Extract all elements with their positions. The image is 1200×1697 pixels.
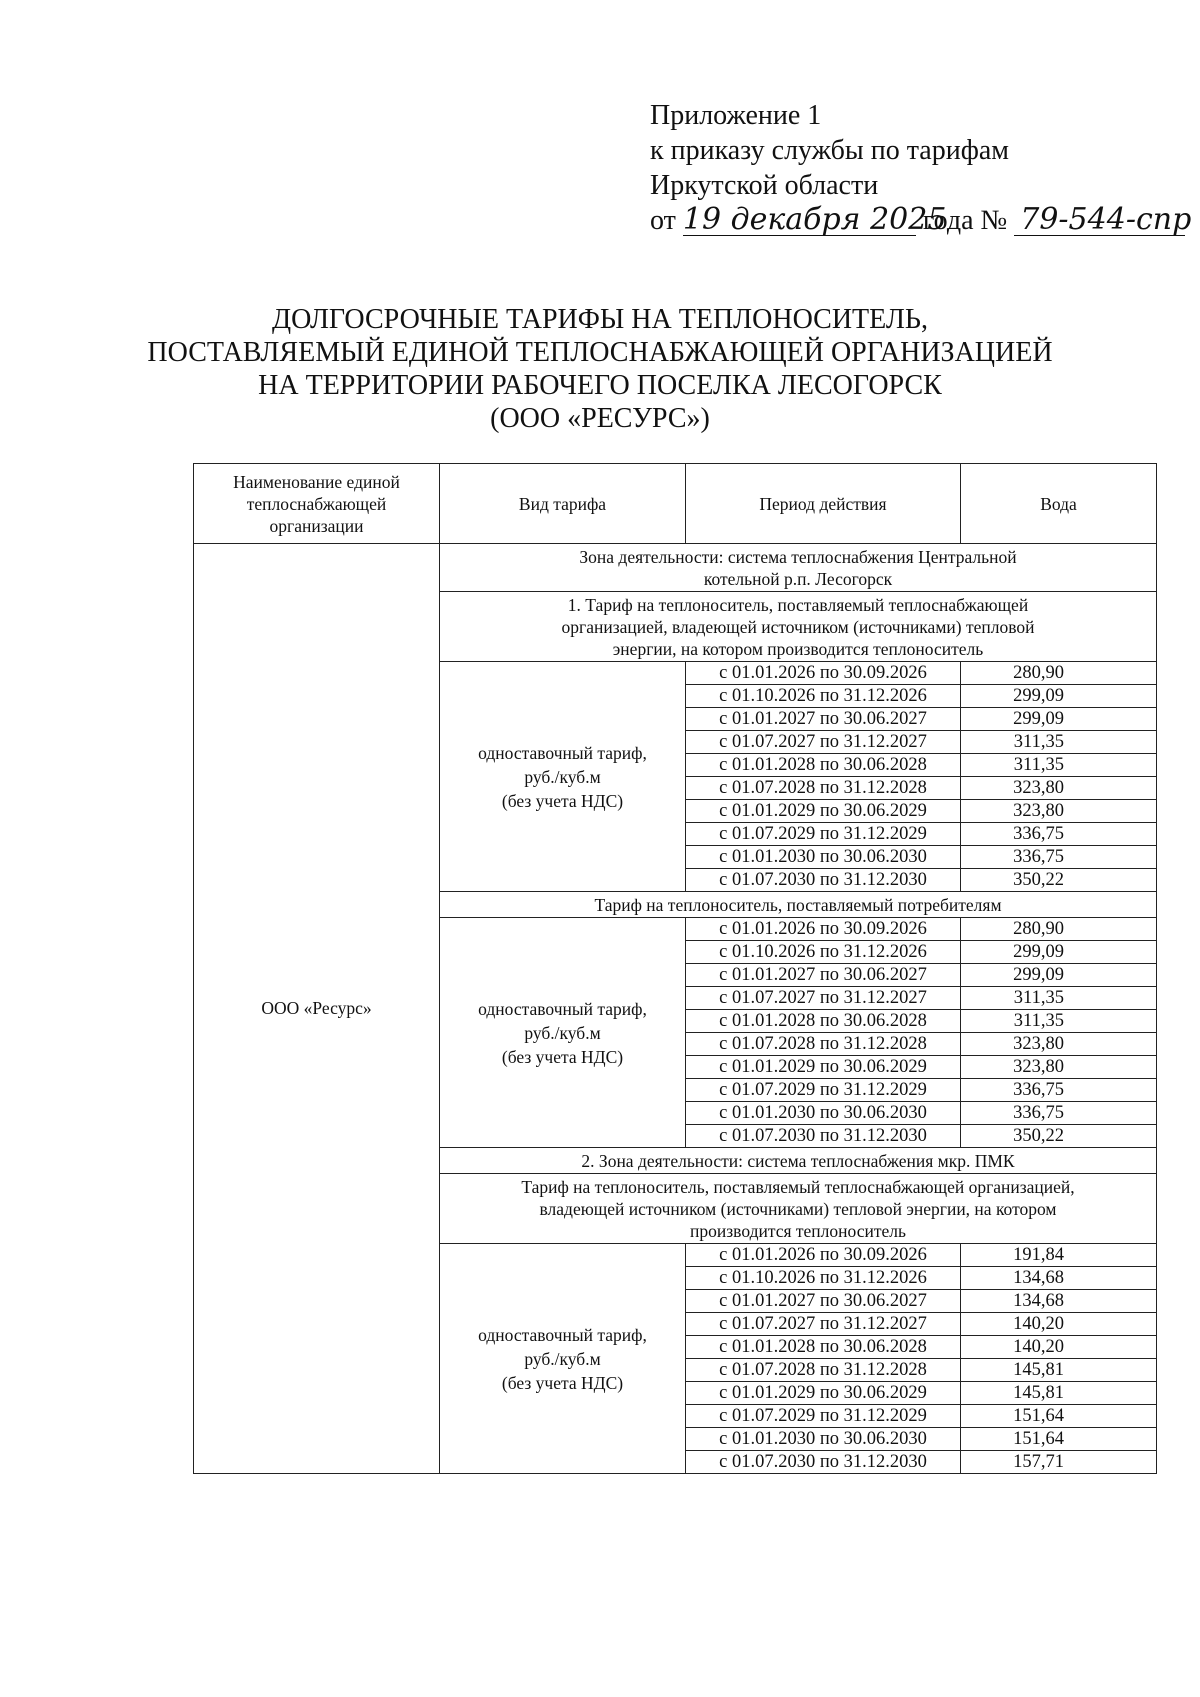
period-cell: с 01.07.2028 по 31.12.2028 [686, 1033, 961, 1056]
water-value-cell: 336,75 [961, 846, 1157, 869]
title-line-1: ДОЛГОСРОЧНЫЕ ТАРИФЫ НА ТЕПЛОНОСИТЕЛЬ, [272, 304, 928, 335]
water-value-cell: 280,90 [961, 918, 1157, 941]
period-cell: с 01.01.2029 по 30.06.2029 [686, 1382, 961, 1405]
water-value-cell: 134,68 [961, 1267, 1157, 1290]
tariff-kind-line: руб./куб.м [524, 1348, 601, 1369]
period-cell: с 01.07.2030 по 31.12.2030 [686, 869, 961, 892]
water-value-cell: 323,80 [961, 800, 1157, 823]
water-value-cell: 311,35 [961, 731, 1157, 754]
period-cell: с 01.01.2030 по 30.06.2030 [686, 1428, 961, 1451]
water-value-cell: 145,81 [961, 1359, 1157, 1382]
water-value-cell: 145,81 [961, 1382, 1157, 1405]
appendix-date-line [650, 202, 1192, 238]
zone-heading-line: 2. Зона деятельности: система теплоснабжения мкр. ПМК [581, 1150, 1015, 1171]
water-value-cell: 280,90 [961, 662, 1157, 685]
appendix-block [650, 98, 1192, 238]
handwritten-order-number: 79-544-спр [1014, 205, 1185, 236]
tariff-kind-line: одноставочный тариф, [478, 998, 647, 1019]
water-value-cell: 140,20 [961, 1313, 1157, 1336]
period-cell: с 01.10.2026 по 31.12.2026 [686, 685, 961, 708]
tariff-kind-line: руб./куб.м [524, 766, 601, 787]
tariff-kind-line: (без учета НДС) [501, 1372, 624, 1393]
period-cell: с 01.07.2028 по 31.12.2028 [686, 777, 961, 800]
period-cell: с 01.07.2030 по 31.12.2030 [686, 1451, 961, 1474]
header-org-line: организации [269, 515, 364, 536]
period-cell: с 01.01.2028 по 30.06.2028 [686, 1010, 961, 1033]
period-cell: с 01.07.2029 по 31.12.2029 [686, 1079, 961, 1102]
tariff-heading [440, 592, 1157, 662]
zone-heading-line: Зона деятельности: система теплоснабжения Центральной [579, 546, 1017, 567]
water-value-cell: 151,64 [961, 1405, 1157, 1428]
water-value-cell: 336,75 [961, 1102, 1157, 1125]
water-value-cell: 311,35 [961, 1010, 1157, 1033]
org-name-cell: ООО «Ресурс» [194, 544, 440, 1474]
year-label: года № [922, 205, 1008, 236]
period-cell: с 01.07.2030 по 31.12.2030 [686, 1125, 961, 1148]
period-cell: с 01.10.2026 по 31.12.2026 [686, 1267, 961, 1290]
water-value-cell: 336,75 [961, 823, 1157, 846]
period-cell: с 01.01.2029 по 30.06.2029 [686, 800, 961, 823]
document-title [0, 303, 1200, 435]
tariff-heading-line: энергии, на котором производится теплоноситель [612, 638, 984, 659]
period-cell: с 01.07.2027 по 31.12.2027 [686, 1313, 961, 1336]
tariff-kind-cell [440, 1244, 686, 1474]
header-org [194, 464, 440, 544]
water-value-cell: 191,84 [961, 1244, 1157, 1267]
period-cell: с 01.01.2027 по 30.06.2027 [686, 1290, 961, 1313]
water-value-cell: 323,80 [961, 1033, 1157, 1056]
tariff-table [193, 463, 1157, 1474]
tariff-heading [440, 892, 1157, 918]
water-value-cell: 157,71 [961, 1451, 1157, 1474]
water-value-cell: 323,80 [961, 1056, 1157, 1079]
tariff-kind-line: (без учета НДС) [501, 1046, 624, 1067]
water-value-cell: 134,68 [961, 1290, 1157, 1313]
appendix-line-3: Иркутской области [650, 170, 879, 201]
tariff-kind-line: (без учета НДС) [501, 790, 624, 811]
tariff-kind-line: одноставочный тариф, [478, 742, 647, 763]
tariff-kind-line: одноставочный тариф, [478, 1324, 647, 1345]
water-value-cell: 350,22 [961, 869, 1157, 892]
tariff-kind-line: руб./куб.м [524, 1022, 601, 1043]
tariff-heading-line: организацией, владеющей источником (источниками) тепловой [561, 616, 1035, 637]
title-line-4: (ООО «РЕСУРС») [490, 403, 710, 434]
title-line-3: НА ТЕРРИТОРИИ РАБОЧЕГО ПОСЕЛКА ЛЕСОГОРСК [258, 370, 942, 401]
period-cell: с 01.01.2027 по 30.06.2027 [686, 964, 961, 987]
tariff-heading [440, 1174, 1157, 1244]
period-cell: с 01.01.2030 по 30.06.2030 [686, 846, 961, 869]
water-value-cell: 350,22 [961, 1125, 1157, 1148]
water-value-cell: 299,09 [961, 941, 1157, 964]
period-cell: с 01.07.2029 по 31.12.2029 [686, 823, 961, 846]
header-water: Вода [961, 464, 1157, 544]
period-cell: с 01.01.2026 по 30.09.2026 [686, 1244, 961, 1267]
tariff-heading-line: Тариф на теплоноситель, поставляемый потребителям [594, 894, 1002, 915]
appendix-line-1: Приложение 1 [650, 100, 822, 131]
period-cell: с 01.01.2028 по 30.06.2028 [686, 1336, 961, 1359]
water-value-cell: 151,64 [961, 1428, 1157, 1451]
zone-heading [440, 1148, 1157, 1174]
table-body [194, 544, 1157, 1474]
zone-heading [440, 544, 1157, 592]
period-cell: с 01.01.2029 по 30.06.2029 [686, 1056, 961, 1079]
date-prefix: от [650, 205, 676, 236]
title-line-2: ПОСТАВЛЯЕМЫЙ ЕДИНОЙ ТЕПЛОСНАБЖАЮЩЕЙ ОРГАНИЗАЦИЕЙ [147, 337, 1053, 368]
period-cell: с 01.07.2027 по 31.12.2027 [686, 987, 961, 1010]
tariff-heading-line: производится теплоноситель [690, 1220, 906, 1241]
water-value-cell: 299,09 [961, 685, 1157, 708]
water-value-cell: 336,75 [961, 1079, 1157, 1102]
handwritten-date: 19 декабря 2025 [682, 202, 947, 237]
water-value-cell: 323,80 [961, 777, 1157, 800]
water-value-cell: 299,09 [961, 708, 1157, 731]
appendix-line-2: к приказу службы по тарифам [650, 135, 1009, 166]
tariff-kind-cell [440, 918, 686, 1148]
water-value-cell: 311,35 [961, 987, 1157, 1010]
period-cell: с 01.01.2027 по 30.06.2027 [686, 708, 961, 731]
period-cell: с 01.07.2028 по 31.12.2028 [686, 1359, 961, 1382]
water-value-cell: 299,09 [961, 964, 1157, 987]
zone-heading-line: котельной р.п. Лесогорск [703, 568, 893, 589]
period-cell: с 01.01.2026 по 30.09.2026 [686, 662, 961, 685]
period-cell: с 01.07.2027 по 31.12.2027 [686, 731, 961, 754]
tariff-kind-cell [440, 662, 686, 892]
water-value-cell: 140,20 [961, 1336, 1157, 1359]
table-header-row [194, 464, 1157, 544]
tariff-heading-line: владеющей источником (источниками) тепловой энергии, на котором [539, 1198, 1057, 1219]
tariff-heading-line: Тариф на теплоноситель, поставляемый теплоснабжающей организацией, [521, 1176, 1075, 1197]
tariff-heading-line: 1. Тариф на теплоноситель, поставляемый теплоснабжающей [567, 594, 1029, 615]
header-tariff-type: Вид тарифа [440, 464, 686, 544]
period-cell: с 01.07.2029 по 31.12.2029 [686, 1405, 961, 1428]
period-cell: с 01.01.2026 по 30.09.2026 [686, 918, 961, 941]
header-org-line: теплоснабжающей [246, 493, 387, 514]
header-org-line: Наименование единой [233, 471, 400, 492]
zone-heading-row [194, 544, 1157, 592]
water-value-cell: 311,35 [961, 754, 1157, 777]
header-period: Период действия [686, 464, 961, 544]
period-cell: с 01.10.2026 по 31.12.2026 [686, 941, 961, 964]
period-cell: с 01.01.2030 по 30.06.2030 [686, 1102, 961, 1125]
period-cell: с 01.01.2028 по 30.06.2028 [686, 754, 961, 777]
